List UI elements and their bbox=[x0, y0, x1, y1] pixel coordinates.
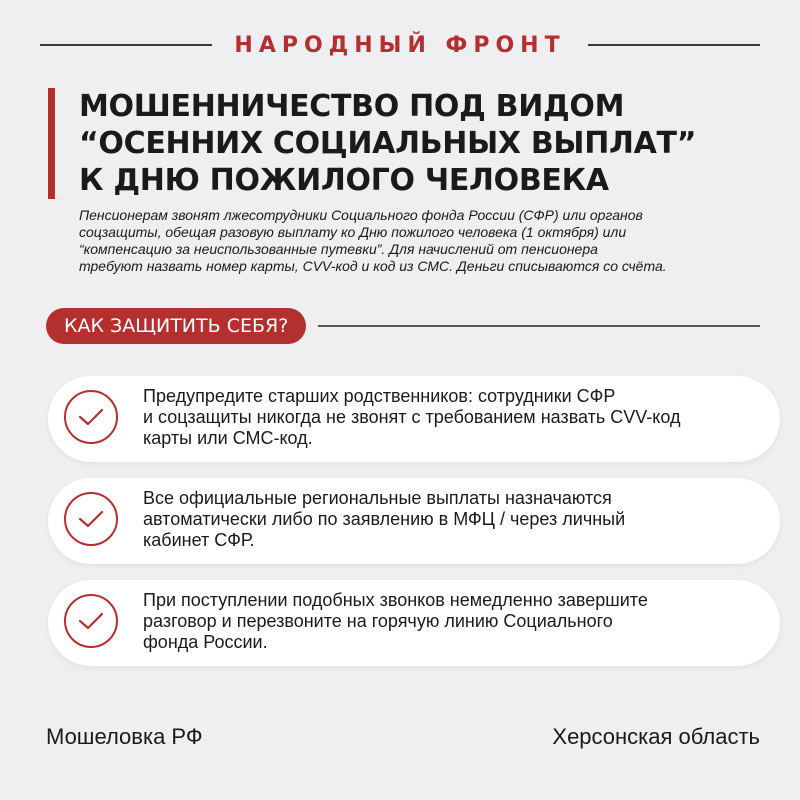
tip-card-2 bbox=[48, 478, 780, 564]
footer-region: Херсонская область bbox=[552, 724, 760, 749]
protect-divider bbox=[318, 325, 760, 327]
tip-text: При поступлении подобных звонков немедленно завершите разговор и перезвоните на горячую линию Социального фонда России. bbox=[143, 590, 648, 652]
check-icon bbox=[64, 594, 118, 648]
tip-text: Предупредите старших родственников: сотрудники СФР и соцзащиты никогда не звонят с требованием назвать CVV-код карты или СМС-код. bbox=[143, 386, 681, 448]
protect-section-header bbox=[46, 308, 760, 344]
title-block bbox=[48, 88, 759, 199]
brand-divider-left bbox=[40, 44, 212, 46]
footer-source: Мошеловка РФ bbox=[46, 724, 203, 749]
protect-label: КАК ЗАЩИТИТЬ СЕБЯ? bbox=[46, 308, 306, 344]
tip-card-3 bbox=[48, 580, 780, 666]
check-icon bbox=[64, 390, 118, 444]
tip-card-1 bbox=[48, 376, 780, 462]
brand-divider-right bbox=[588, 44, 760, 46]
lead-paragraph: Пенсионерам звонят лжесотрудники Социального фонда России (СФР) или органов соцзащиты, обещая разовую выплату ко Дню пожилого человека (1 октября) или “компенсацию за неиспользованные путевки”. Для начислений от пенсионера требуют назвать номер карты, CVV-код и код из СМС. Деньги списываются со счёта. bbox=[79, 207, 667, 274]
brand-header bbox=[40, 28, 760, 62]
tips-list bbox=[48, 376, 780, 682]
tip-text: Все официальные региональные выплаты назначаются автоматически либо по заявлению в МФЦ / через личный кабинет СФР. bbox=[143, 488, 626, 550]
page-title: МОШЕННИЧЕСТВО ПОД ВИДОМ “ОСЕННИХ СОЦИАЛЬНЫХ ВЫПЛАТ” К ДНЮ ПОЖИЛОГО ЧЕЛОВЕКА bbox=[79, 89, 697, 198]
brand-name: НАРОДНЫЙ ФРОНТ bbox=[234, 32, 566, 58]
check-icon bbox=[64, 492, 118, 546]
